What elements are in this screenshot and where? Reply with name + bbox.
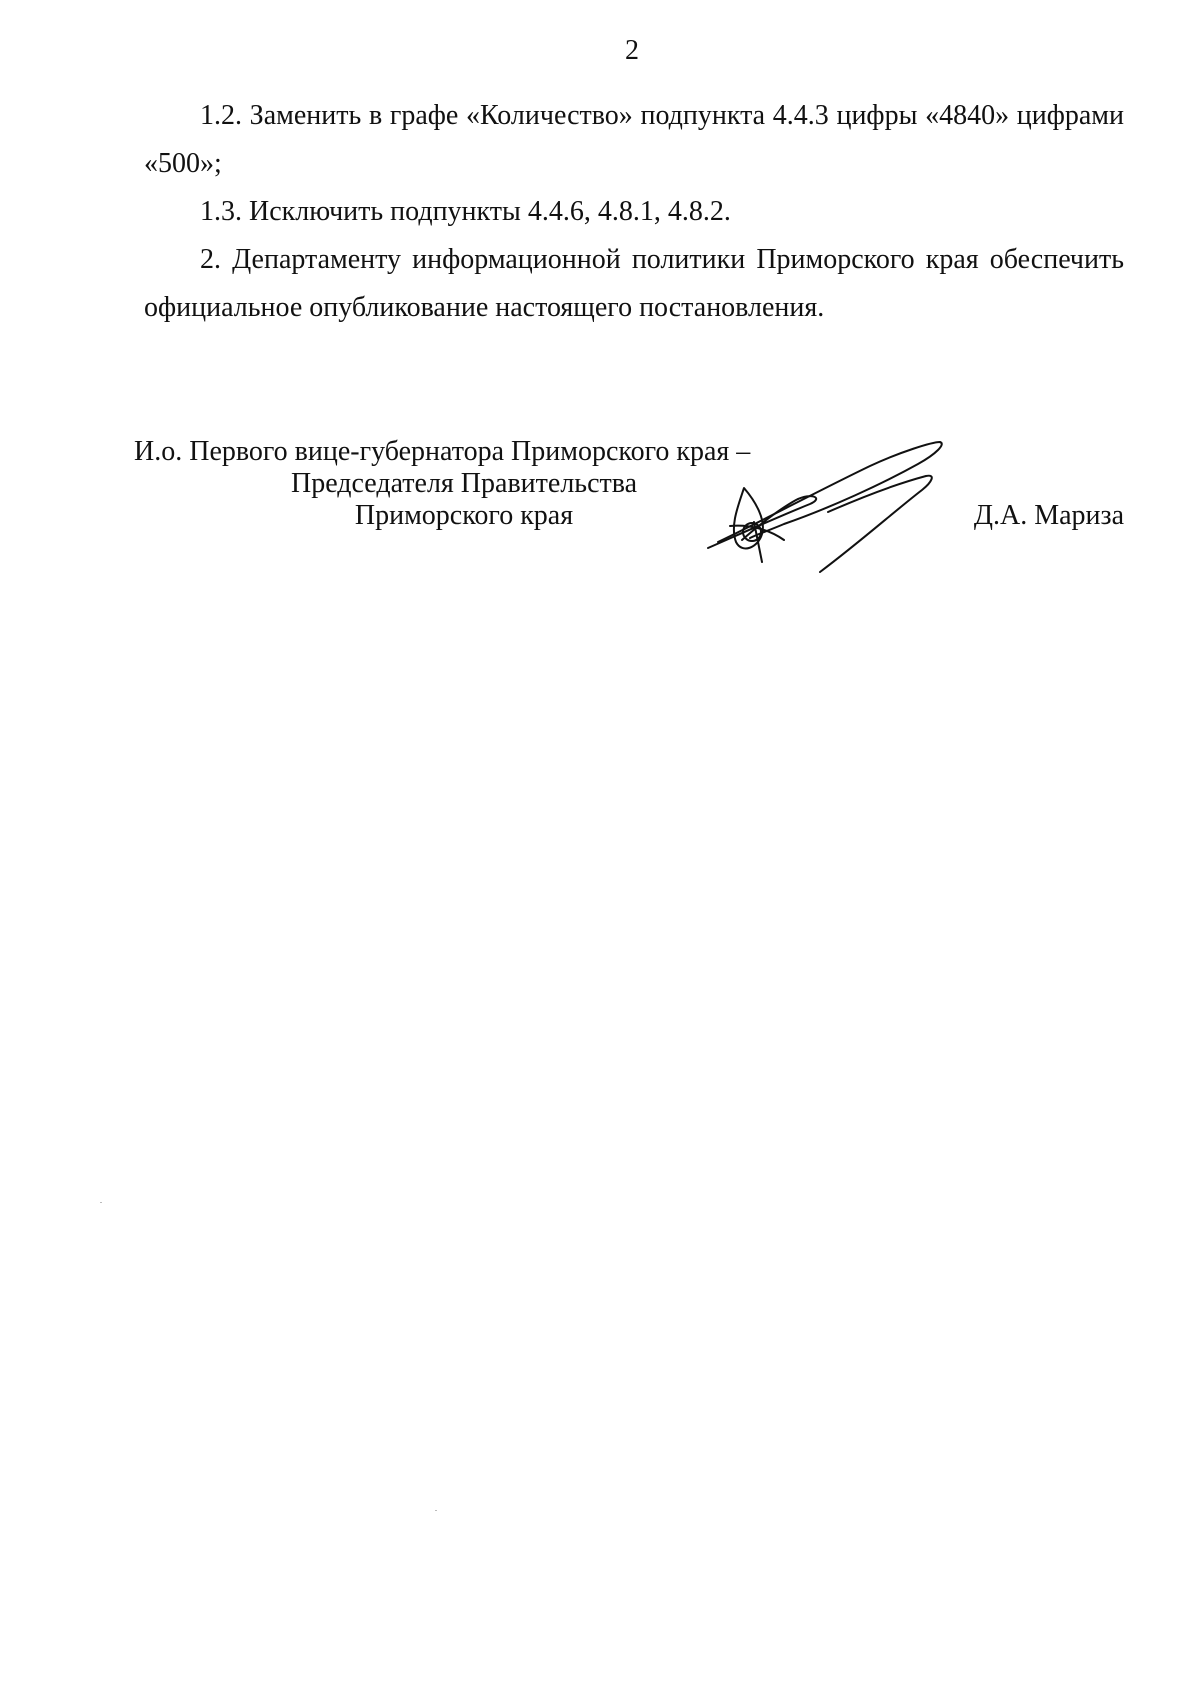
scan-speck xyxy=(435,1510,437,1511)
document-body xyxy=(144,92,1124,332)
signature-block xyxy=(0,436,1200,596)
scan-speck xyxy=(100,1202,102,1203)
handwritten-signature-icon xyxy=(700,430,970,580)
paragraph-1-3: 1.3. Исключить подпункты 4.4.6, 4.8.1, 4.8.2. xyxy=(200,196,731,227)
paragraph-1-2: 1.2. Заменить в графе «Количество» подпункта 4.4.3 цифры «4840» цифрами «500»; xyxy=(144,100,1124,179)
signer-title-line-3: Приморского края xyxy=(354,500,574,531)
signer-name: Д.А. Мариза xyxy=(973,500,1124,531)
signer-title xyxy=(134,436,794,532)
paragraph-2: 2. Департаменту информационной политики Приморского края обеспечить официальное опубликование настоящего постановления. xyxy=(144,244,1124,323)
signer-title-line-1: И.о. Первого вице-губернатора Приморского края – xyxy=(134,436,751,467)
signer-title-line-2: Председателя Правительства xyxy=(290,468,638,499)
page-number: 2 xyxy=(625,35,639,66)
